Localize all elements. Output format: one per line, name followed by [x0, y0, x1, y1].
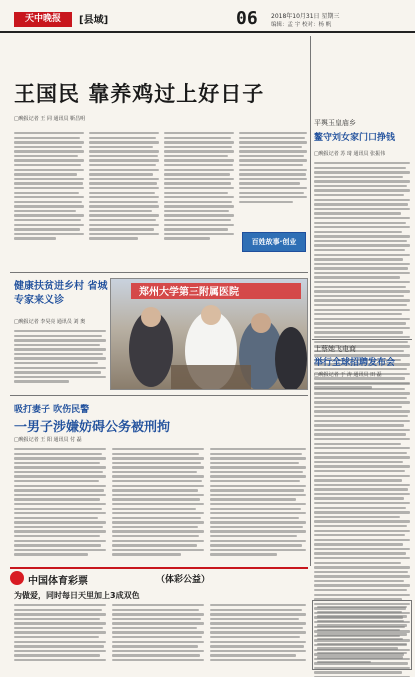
masthead — [0, 0, 415, 58]
notice-box-text — [317, 606, 407, 666]
main-article-col-1 — [14, 132, 84, 242]
main-article-col-4 — [239, 132, 307, 205]
main-article-col-3 — [164, 132, 234, 242]
right-top-byline: □晚报记者 苏 琦 通讯员 张振伟 — [314, 151, 386, 157]
page-number: 06 — [236, 8, 258, 29]
issue-date: 2018年10月31日 星期三 — [271, 13, 340, 20]
column-divider-vertical — [310, 36, 311, 566]
lottery-col-1 — [14, 604, 106, 664]
story-badge-text: 百姓故事·创业 — [251, 238, 297, 246]
bottom-left-byline: □晚报记者 王 阳 通讯员 付 磊 — [14, 437, 82, 443]
divider-main-middle — [10, 272, 308, 273]
bottom-article-col-3 — [210, 448, 306, 558]
medical-clinic-photo — [110, 278, 308, 390]
right-middle-kicker: 上蔡她飞电商 — [314, 345, 356, 353]
lottery-logo-icon — [10, 571, 24, 585]
header-rule — [0, 31, 415, 33]
lottery-tag: （体彩公益） — [156, 575, 211, 585]
middle-left-byline: □晚报记者 李昊亮 通讯员 刘 奥 — [14, 319, 86, 325]
right-top-headline: 鳌守刘女家门口挣钱 — [314, 133, 396, 143]
right-middle-byline: □晚报记者 于 涛 通讯员 田 磊 — [314, 372, 382, 378]
bottom-left-kicker: 吸打妻子 吹伤民警 — [14, 405, 90, 415]
right-top-kicker: 平舆玉皇庙乡 — [314, 119, 356, 127]
lottery-title: 中国体育彩票 — [28, 576, 88, 587]
divider-middle-bottom — [10, 395, 308, 396]
main-headline: 王国民 靠养鸡过上好日子 — [14, 82, 265, 106]
middle-left-article-text — [14, 330, 106, 385]
bottom-article-col-1 — [14, 448, 106, 558]
middle-left-headline: 健康扶贫进乡村 省城专家来义诊 — [14, 281, 108, 306]
lottery-col-2 — [112, 604, 204, 664]
right-middle-headline: 举行全球招聘发布会 — [314, 358, 396, 368]
editors-line: 编辑：孟 宇 校对：杨 帆 — [271, 22, 332, 28]
photo-scene — [111, 279, 308, 390]
bottom-article-col-2 — [112, 448, 204, 558]
newspaper-brand: 天中晚报 — [14, 12, 72, 27]
banner-text: 郑州大学第三附属医院 — [139, 287, 239, 298]
section-name: [县域] — [79, 15, 109, 26]
lottery-col-3 — [210, 604, 306, 664]
lottery-subtitle: 为做爱，同时每日天里加上3成双色 — [14, 591, 140, 600]
story-badge — [242, 232, 306, 252]
right-divider-1 — [312, 339, 412, 340]
main-article-col-2 — [89, 132, 159, 242]
bottom-left-headline: 一男子涉嫌妨碍公务被刑拘 — [14, 420, 171, 435]
lottery-top-rule — [10, 567, 308, 569]
main-byline: □晚报记者 王 同 通讯员 靳昌明 — [14, 116, 86, 122]
notice-box — [312, 600, 412, 670]
